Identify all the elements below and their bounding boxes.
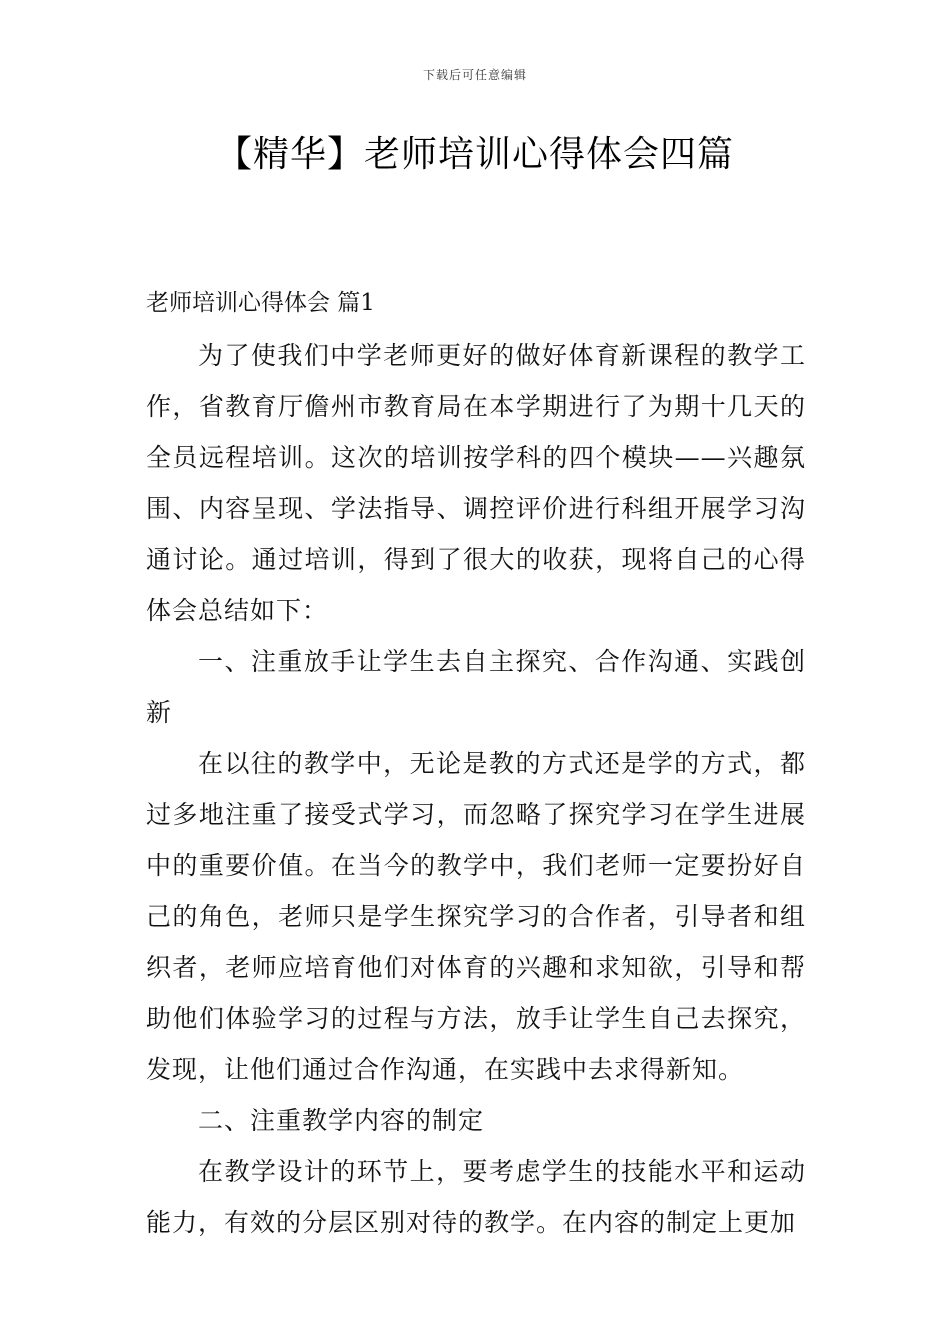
section-heading: 老师培训心得体会 篇1 [146, 290, 375, 316]
paragraph-heading-one: 一、注重放手让学生去自主探究、合作沟通、实践创新 [146, 647, 806, 727]
document-body [146, 330, 806, 1248]
paragraph-body-two: 在教学设计的环节上，要考虑学生的技能水平和运动能力，有效的分层区别对待的教学。在内容的制定上更加 [146, 1157, 806, 1237]
paragraph-body-one: 在以往的教学中，无论是教的方式还是学的方式，都过多地注重了接受式学习，而忽略了探究学习在学生进展中的重要价值。在当今的教学中，我们老师一定要扮好自己的角色，老师只是学生探究学习的合作者，引导者和组织者，老师应培育他们对体育的兴趣和求知欲，引导和帮助他们体验学习的过程与方法，放手让学生自己去探究，发现，让他们通过合作沟通，在实践中去求得新知。 [146, 749, 806, 1084]
paragraph-heading-two: 二、注重教学内容的制定 [198, 1106, 485, 1135]
document-title: 【精华】老师培训心得体会四篇 [215, 134, 734, 175]
paragraph-intro: 为了使我们中学老师更好的做好体育新课程的教学工作，省教育厅儋州市教育局在本学期进行了为期十几天的全员远程培训。这次的培训按学科的四个模块——兴趣氛围、内容呈现、学法指导、调控评价进行科组开展学习沟通讨论。通过培训，得到了很大的收获，现将自己的心得体会总结如下： [146, 341, 806, 625]
header-note: 下载后可任意编辑 [422, 68, 527, 82]
